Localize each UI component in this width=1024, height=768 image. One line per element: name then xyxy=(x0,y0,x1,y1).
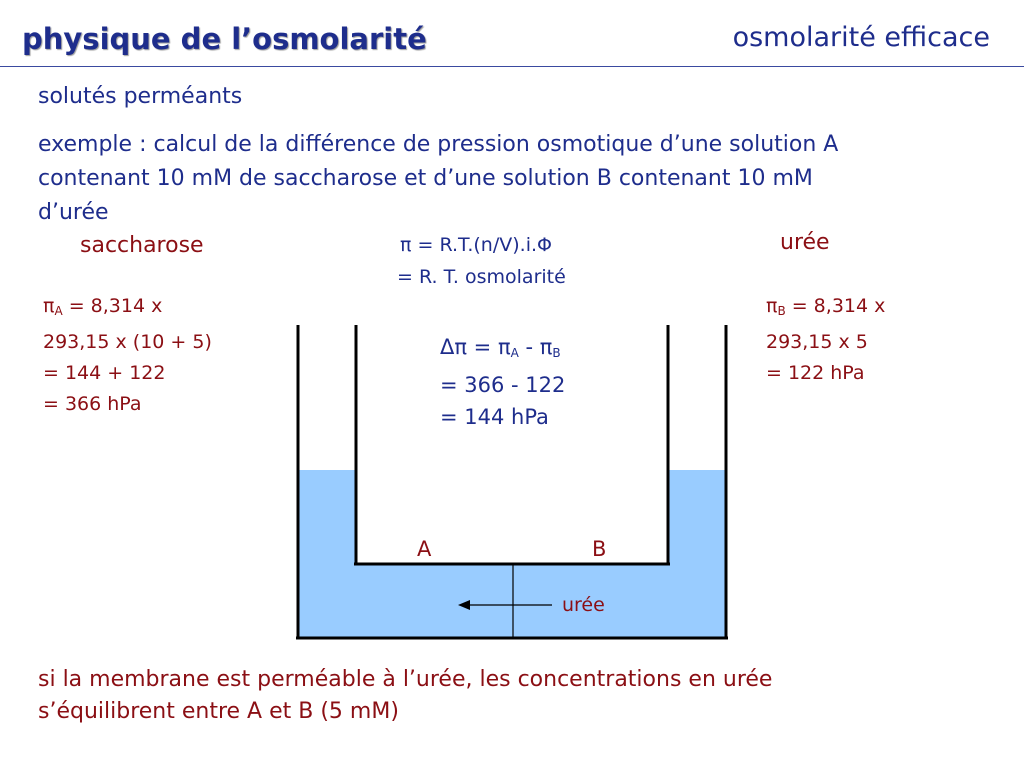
calc-a-line-4: = 366 hPa xyxy=(43,393,142,415)
conclusion-text xyxy=(38,664,998,728)
label-uree: urée xyxy=(780,230,830,255)
calc-a-line-3: = 144 + 122 xyxy=(43,362,166,384)
conclusion-line-2: s’équilibrent entre A et B (5 mM) xyxy=(38,699,399,724)
delta-line-1: $\Delta\pi = \pi_A - \pi_B$ xyxy=(440,335,561,360)
calc-b-line-1: $\pi_B = 8,314$ x xyxy=(766,295,886,318)
delta-pi-calc xyxy=(440,331,565,433)
example-line-1: exemple : calcul de la différence de pression osmotique d’une solution A xyxy=(38,132,839,157)
section-heading: solutés perméants xyxy=(38,84,243,109)
uree-arrow-label: urée xyxy=(562,594,605,616)
label-saccharose: saccharose xyxy=(80,233,204,258)
osmotic-formula: π = R.T.(n/V).i.Φ xyxy=(400,234,552,256)
calc-b-line-2: 293,15 x 5 xyxy=(766,331,868,353)
calc-a-line-2: 293,15 x (10 + 5) xyxy=(43,331,212,353)
delta-line-3: = 144 hPa xyxy=(440,405,549,429)
water-fill xyxy=(298,470,726,638)
example-line-3: d’urée xyxy=(38,200,109,225)
slide-subtitle: osmolarité efficace xyxy=(732,22,990,53)
slide-title: physique de l’osmolarité xyxy=(22,22,427,56)
conclusion-line-1: si la membrane est perméable à l’urée, les concentrations en urée xyxy=(38,667,773,692)
calc-b-line-3: = 122 hPa xyxy=(766,362,865,384)
compartment-label-a: A xyxy=(417,537,432,561)
calc-a-line-1: $\pi_A = 8,314$ x xyxy=(43,295,163,318)
compartment-label-b: B xyxy=(592,537,607,561)
osmotic-formula-osmolarity: = R. T. osmolarité xyxy=(397,266,566,288)
delta-line-2: = 366 - 122 xyxy=(440,373,566,397)
example-line-2: contenant 10 mM de saccharose et d’une solution B contenant 10 mM xyxy=(38,166,813,191)
